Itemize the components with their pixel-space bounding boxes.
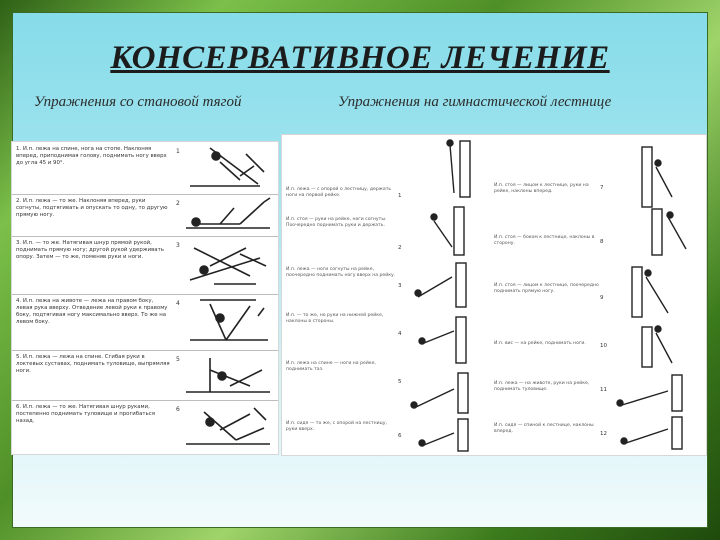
exercise-row [12, 350, 278, 401]
ladder-text: И.п. сидя — спиной к лестнице, наклоны вперед. [494, 423, 594, 434]
ladder-text: И.п. лежа — на животе, руки на рейке, поднимать туловище. [494, 381, 590, 392]
ladder-number: 1 [398, 193, 402, 199]
ladder-number: 5 [398, 379, 402, 385]
ladder-number: 9 [600, 295, 604, 301]
ladder-text: И.п. лежа на спине — ноги на рейке, поднимать таз. [286, 361, 376, 372]
exercise-row [12, 294, 278, 351]
exercise-number: 2 [176, 200, 180, 207]
exercise-text: 2. И.п. лежа — то же. Наклоняя вперед, руки согнуты, подтягивать и опускать то одну, то другую прямую ногу. [16, 198, 168, 218]
exercise-row [12, 400, 278, 454]
ladder-number: 7 [600, 185, 604, 191]
ladder-text: И.п. стоя — лицом к лестнице, руки на рейке, наклоны вперед. [494, 183, 589, 194]
ladder-text: И.п. стоя — лицом к лестнице, поочередно поднимать прямую ногу. [494, 283, 599, 294]
ladder-text: И.п. стоя — боком к лестнице, наклоны в сторону. [494, 235, 595, 246]
exercise-number: 6 [176, 406, 180, 413]
exercise-figure [180, 294, 278, 350]
ladder-text: И.п. — то же, но руки на нижней рейке, наклоны в стороны. [286, 313, 384, 324]
ladder-text: И.п. лежа — с опорой о лестницу, держать ноги на первой рейке. [286, 187, 392, 198]
ladder-number: 6 [398, 433, 402, 439]
exercise-text: 1. И.п. лежа на спине, нога на стопе. Наклоняя вперед, приподнимая голову, поднимать ногу вверх до угла 45 и 90°. [16, 146, 167, 166]
ladder-number: 3 [398, 283, 402, 289]
exercise-number: 1 [176, 148, 180, 155]
exercise-row [12, 236, 278, 295]
exercise-number: 4 [176, 300, 180, 307]
ladder-text: И.п. лежа — ноги согнуты на рейке, поочередно поднимать ногу вверх на рейку. [286, 267, 396, 278]
ladder-number: 12 [600, 431, 607, 437]
exercise-row [12, 194, 278, 237]
slide-title: КОНСЕРВАТИВНОЕ ЛЕЧЕНИЕ [110, 40, 610, 76]
ladder-number: 10 [600, 343, 607, 349]
exercise-number: 5 [176, 356, 180, 363]
exercise-text: 4. И.п. лежа на животе — лежа на правом боку, левая рука вверху. Отведение левой руки к правому боку, подтягивая ногу максимально вверх. То же на левом боку. [16, 298, 168, 325]
exercise-row [12, 142, 278, 195]
ladder-number: 8 [600, 239, 604, 245]
band-exercises-panel [12, 142, 278, 454]
exercise-text: 5. И.п. лежа — лежа на спине. Сгибая руки в локтевых суставах, поднимать туловище, выпрямляя ноги. [16, 354, 170, 374]
exercise-figure [180, 142, 278, 194]
ladder-exercises-panel [282, 135, 706, 455]
ladder-text: И.п. стоя — руки на рейке, ноги согнуты. Поочередно поднимать руки и держать. [286, 217, 387, 228]
ladder-figures-column [404, 137, 492, 453]
ladder-number: 11 [600, 387, 607, 393]
ladder-text: И.п. сидя — то же, с опорой на лестницу, руки вверх. [286, 421, 387, 432]
exercise-figure [180, 400, 278, 454]
exercise-text: 6. И.п. лежа — то же. Натягивая шнур руками, постепенно поднимать туловище и прогибаться назад. [16, 404, 155, 424]
exercise-figure [180, 236, 278, 294]
subtitle-left: Упражнения со становой тягой [34, 94, 242, 110]
exercise-text: 3. И.п. — то же. Натягивая шнур прямой рукой, поднимать прямую ногу; другой рукой удерживать опору. Затем — то же, поменяв руки и ноги. [16, 240, 164, 260]
exercise-figure [180, 350, 278, 400]
exercise-figure [180, 194, 278, 236]
exercise-number: 3 [176, 242, 180, 249]
ladder-number: 2 [398, 245, 402, 251]
ladder-number: 4 [398, 331, 402, 337]
subtitle-right: Упражнения на гимнастической лестнице [338, 94, 612, 110]
ladder-figures-column [612, 137, 704, 453]
ladder-text: И.п. вис — на рейке, поднимать ноги. [494, 341, 586, 346]
